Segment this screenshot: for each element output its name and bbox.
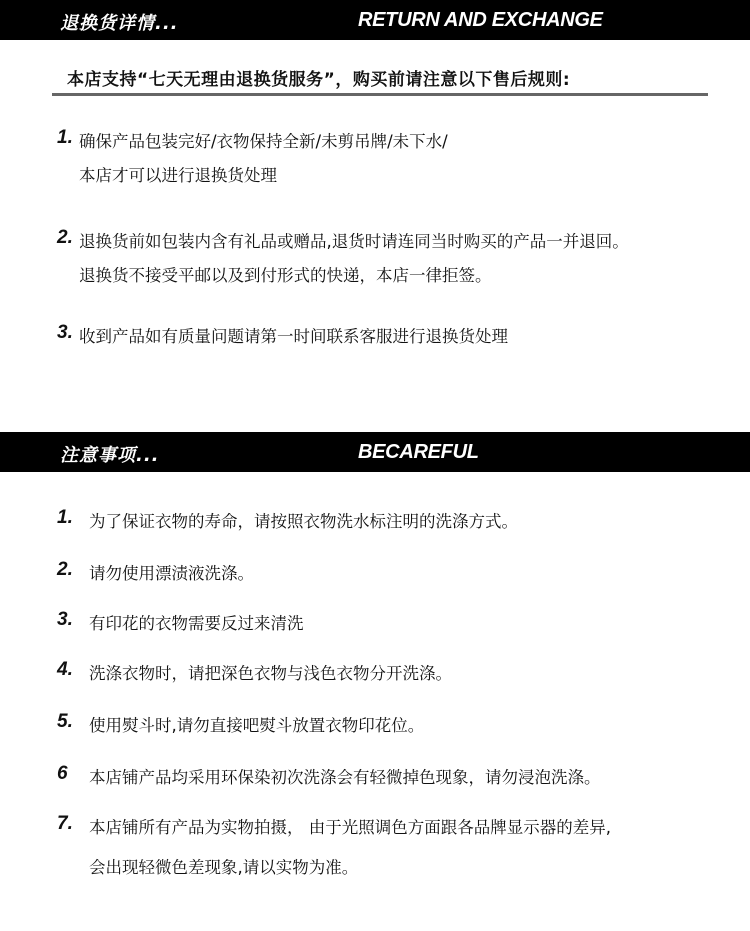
care-item-num: 1. [57, 507, 73, 528]
care-item-text: 洗涤衣物时，请把深色衣物与浅色衣物分开洗涤。 [89, 664, 452, 683]
return-header-bar [0, 0, 750, 40]
return-item-num: 2. [57, 227, 73, 248]
care-item-num: 2. [57, 559, 73, 580]
care-item-num: 6 [57, 763, 68, 784]
return-item-text: 收到产品如有质量问题请第一时间联系客服进行退换货处理 [79, 327, 508, 346]
care-header-bar [0, 432, 750, 472]
care-item-num: 3. [57, 609, 73, 630]
care-header-en: BECAREFUL [358, 441, 479, 463]
care-item-text: 为了保证衣物的寿命，请按照衣物洗水标注明的洗涤方式。 [89, 512, 518, 531]
care-item-text-2: 会出现轻微色差现象,请以实物为准。 [89, 858, 359, 877]
return-header-en: RETURN AND EXCHANGE [358, 9, 603, 31]
care-item-text: 请勿使用漂渍液洗涤。 [89, 564, 254, 583]
return-item-text: 退换货前如包装内含有礼品或赠品,退货时请连同当时购买的产品一并退回。 [79, 232, 629, 251]
care-item-text: 本店铺产品均采用环保染初次洗涤会有轻微掉色现象，请勿浸泡洗涤。 [89, 768, 601, 787]
return-item-text-2: 退换货不接受平邮以及到付形式的快递，本店一律拒签。 [79, 266, 492, 285]
care-item-num: 5. [57, 711, 73, 732]
care-item-text: 使用熨斗时,请勿直接吧熨斗放置衣物印花位。 [89, 716, 425, 735]
return-item-num: 1. [57, 127, 73, 148]
care-header-cn: 注意事项... [60, 445, 160, 466]
return-item-text: 确保产品包装完好/衣物保持全新/未剪吊牌/未下水/ [79, 132, 448, 151]
care-item-num: 4. [57, 659, 73, 680]
return-header-cn: 退换货详情... [60, 13, 179, 34]
care-item-text: 有印花的衣物需要反过来清洗 [89, 614, 304, 633]
return-intro: 本店支持“七天无理由退换货服务”，购买前请注意以下售后规则: [67, 70, 571, 90]
care-item-text: 本店铺所有产品为实物拍摄， 由于光照调色方面跟各品牌显示器的差异, [89, 818, 611, 837]
care-item-num: 7. [57, 813, 73, 834]
intro-underline [52, 93, 708, 96]
return-item-num: 3. [57, 322, 73, 343]
return-item-text-2: 本店才可以进行退换货处理 [79, 166, 277, 185]
